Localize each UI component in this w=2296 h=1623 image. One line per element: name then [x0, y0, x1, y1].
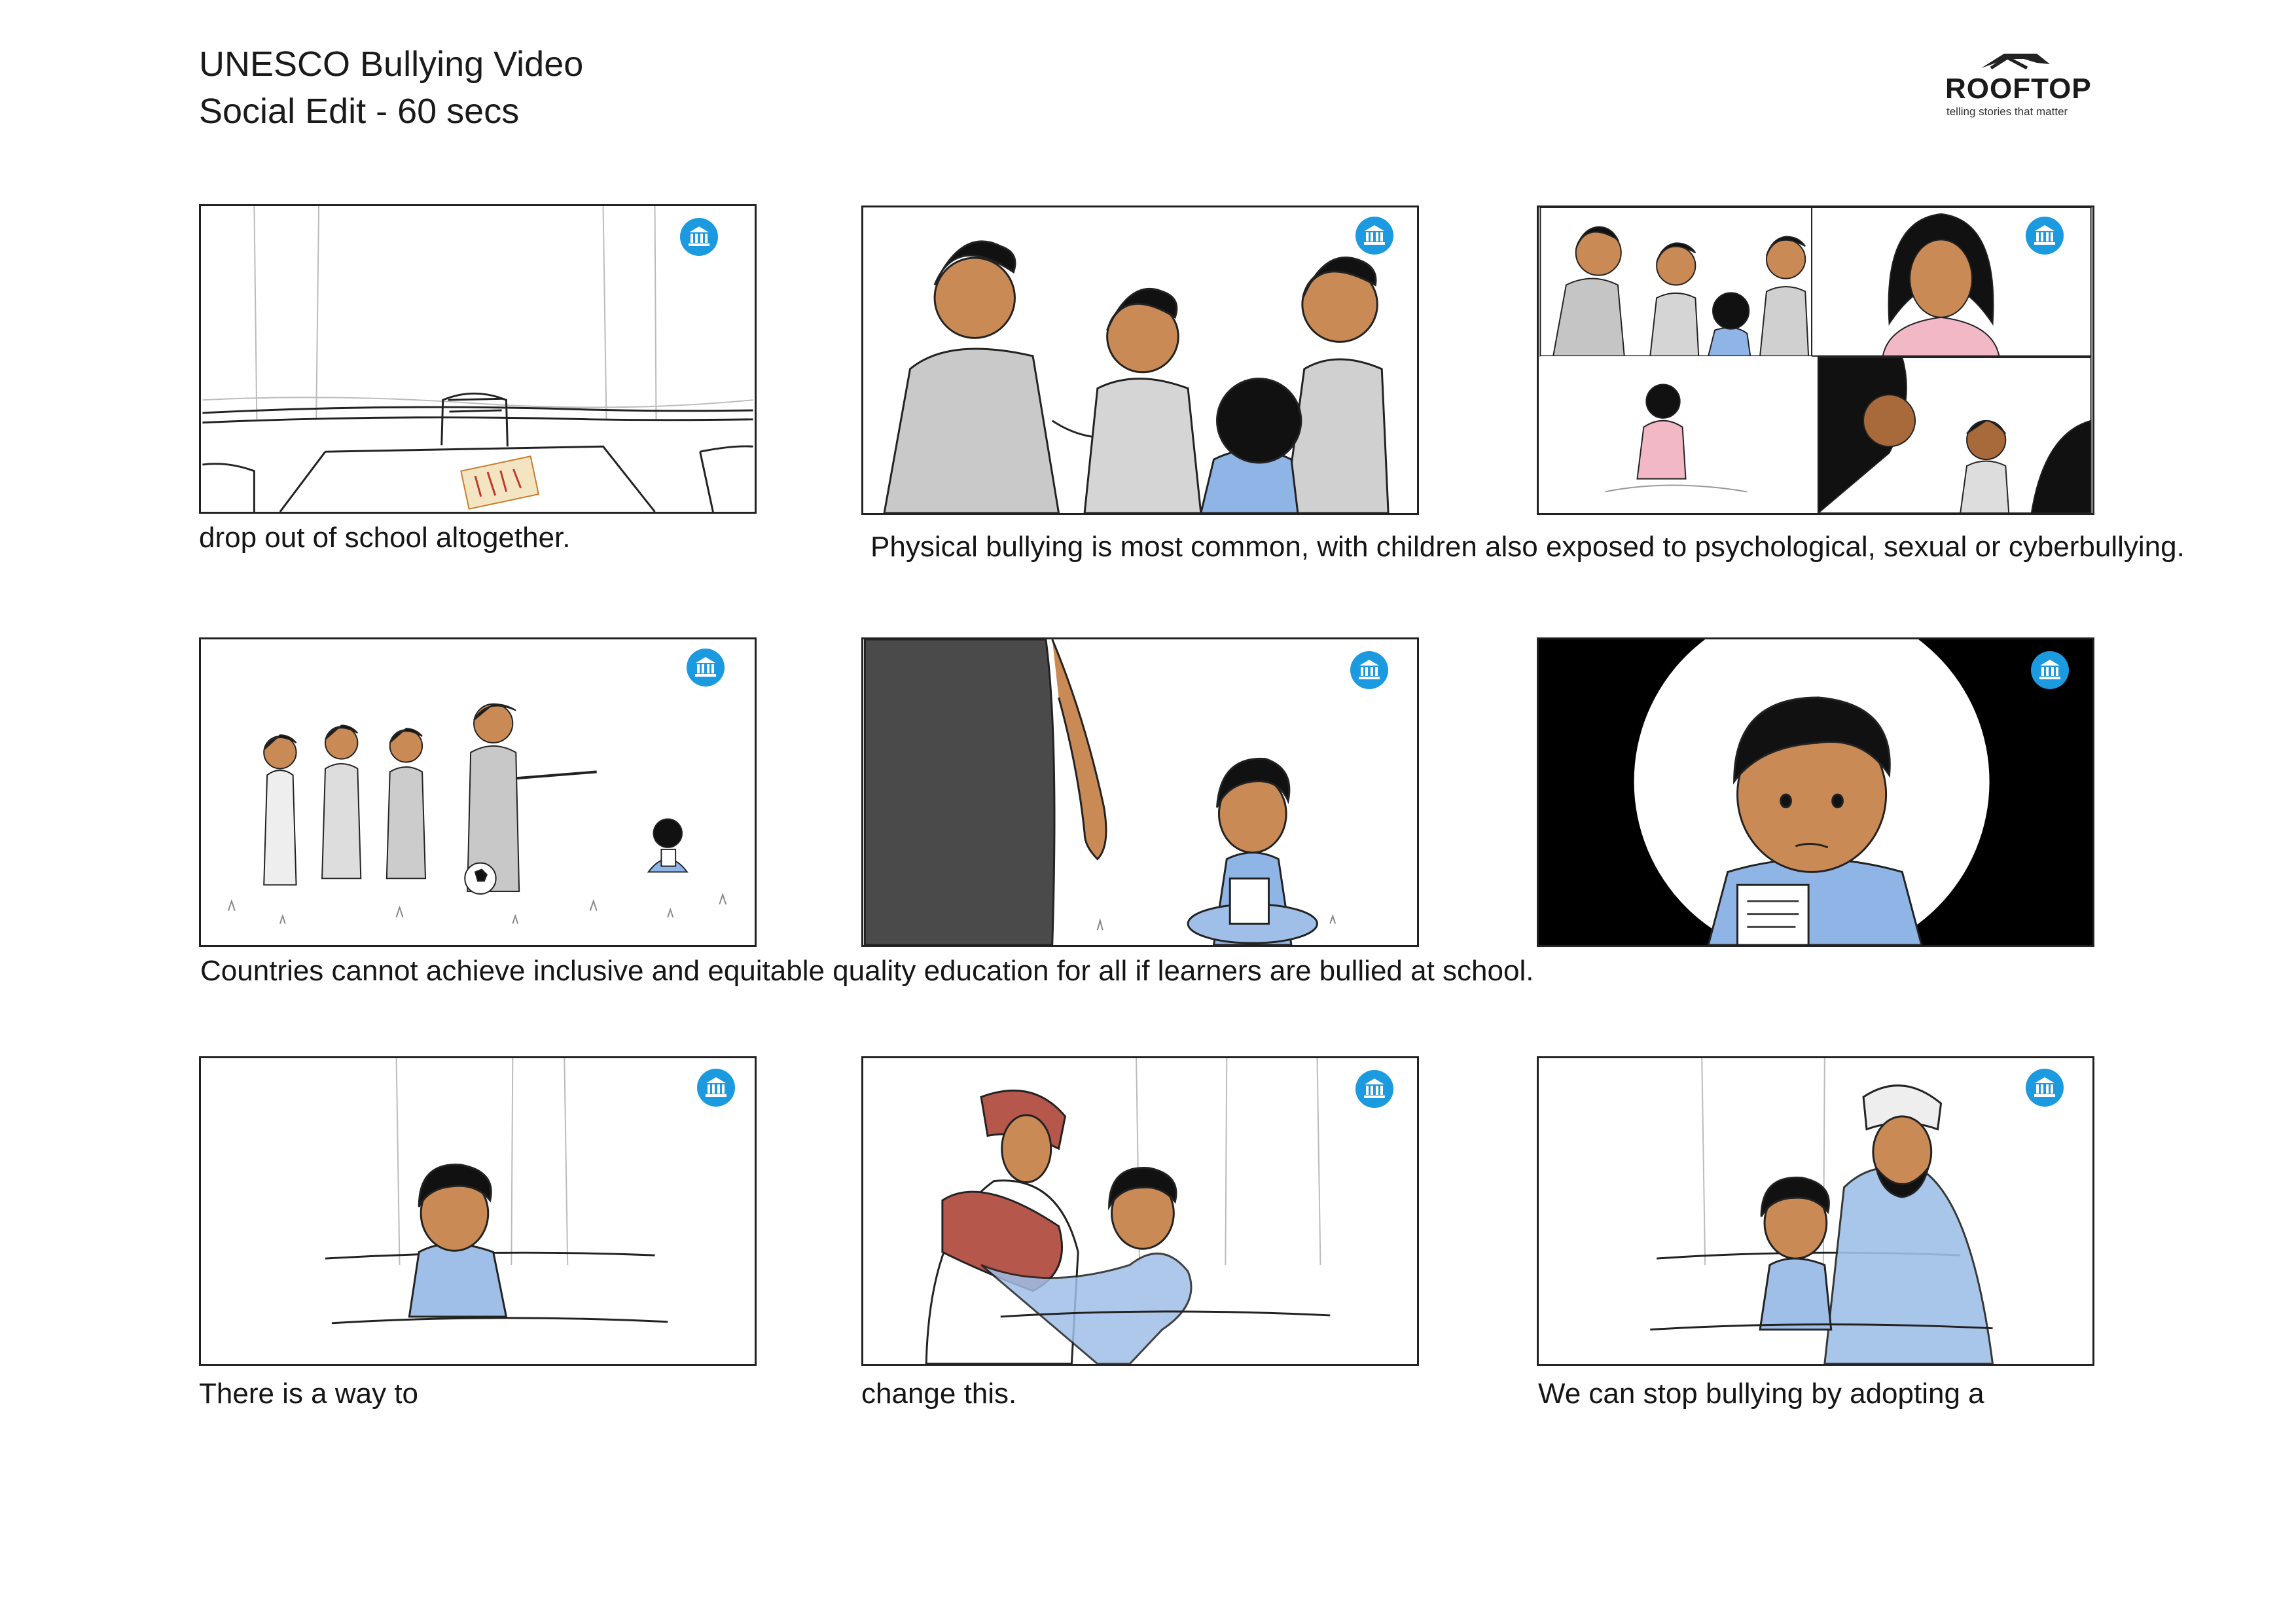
caption-panel-1: drop out of school altogether. [199, 522, 571, 554]
unesco-logo-icon [680, 218, 718, 256]
storyboard-panel-8 [861, 1056, 1419, 1366]
caption-panel-7: There is a way to [199, 1378, 419, 1410]
storyboard-panel-2 [861, 205, 1419, 515]
storyboard-panel-7 [199, 1056, 757, 1366]
storyboard-panel-3 [1537, 205, 2094, 515]
panel-7-illustration [201, 1058, 755, 1364]
panel-8-illustration [863, 1058, 1417, 1364]
panel-6-illustration [1539, 639, 2092, 945]
caption-row-2: Countries cannot achieve inclusive and equitable quality education for all if learners are bullied at school. [200, 955, 1534, 987]
document-header [199, 41, 583, 135]
logo-wordmark: ROOFTOP [1945, 73, 2092, 105]
caption-panels-2-3: Physical bullying is most common, with children also exposed to psychological, sexual or cyberbullying. [870, 531, 2185, 563]
unesco-logo-icon [697, 1069, 735, 1107]
storyboard-panel-4 [199, 637, 757, 947]
panel-3-illustration [1539, 207, 2092, 513]
unesco-logo-icon [2026, 1069, 2064, 1107]
storyboard-panel-1 [199, 204, 757, 514]
unesco-logo-icon [687, 649, 725, 687]
document-title: UNESCO Bullying Video [199, 45, 584, 84]
storyboard-panel-6 [1537, 637, 2094, 947]
panel-1-illustration [201, 206, 755, 512]
unesco-logo-icon [1350, 651, 1388, 689]
unesco-logo-icon [1355, 1070, 1393, 1108]
panel-2-illustration [863, 207, 1417, 513]
unesco-logo-icon [2026, 217, 2064, 255]
unesco-logo-icon [2031, 651, 2069, 689]
storyboard-panel-9 [1537, 1056, 2094, 1366]
unesco-logo-icon [1355, 217, 1393, 255]
storyboard-panel-5 [861, 637, 1419, 947]
panel-4-illustration [201, 639, 755, 945]
logo-tagline: telling stories that matter [1946, 105, 2068, 118]
caption-panel-9: We can stop bullying by adopting a [1538, 1378, 1984, 1410]
document-subtitle: Social Edit - 60 secs [199, 92, 520, 131]
panel-9-illustration [1539, 1058, 2092, 1364]
rooftop-logo [1945, 50, 2109, 122]
panel-5-illustration [863, 639, 1417, 945]
caption-panel-8: change this. [861, 1378, 1017, 1410]
